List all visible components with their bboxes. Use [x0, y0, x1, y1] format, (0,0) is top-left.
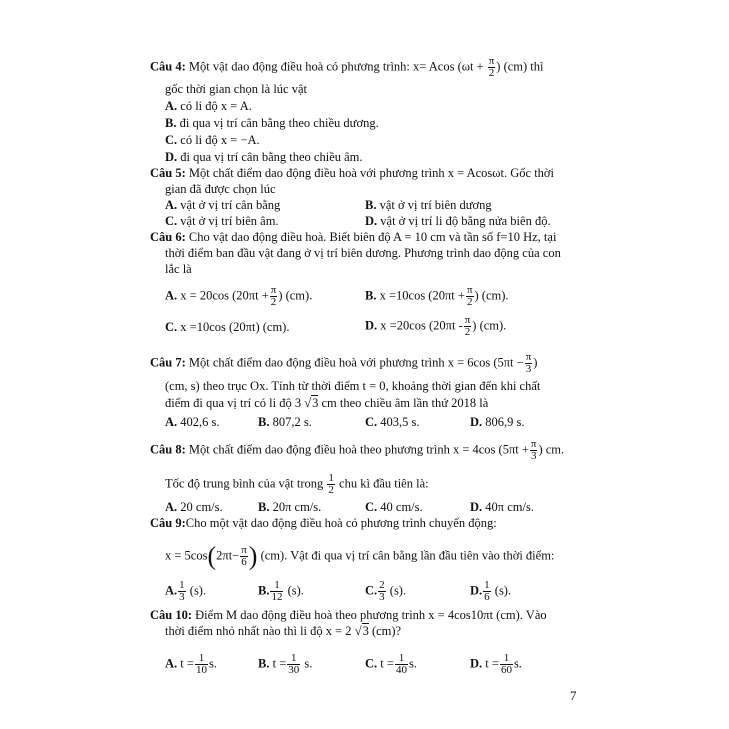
q10-option-c: C. t = $\frac{1}{40}$ s.	[365, 652, 417, 676]
q8-option-c: C. 40 cm/s.	[365, 500, 423, 514]
question-5: Câu 5: Một chất điểm dao động điều hoà với phương trình x = Acosωt. Gốc thời	[150, 166, 555, 180]
q7-option-d: D. 806,9 s.	[470, 415, 525, 429]
question-8: Câu 8: Một chất điểm dao động điều hoà theo phương trình x = 4cos (5πt + $\frac{\pi}{3}$ ) cm.	[150, 438, 565, 462]
q10-option-d: D. t = $\frac{1}{60}$ s.	[470, 652, 522, 676]
q5-option-d: D. vật ở vị trí li độ bằng nửa biên độ.	[365, 214, 551, 228]
q5-option-c: C. vật ở vị trí biên âm.	[165, 214, 279, 228]
q8-option-a: A. 20 cm/s.	[165, 500, 223, 514]
q4-fraction: $\frac{\pi}{2}$	[488, 55, 495, 79]
q4-option-d: D. đi qua vị trí cân bằng theo chiều âm.	[165, 150, 363, 164]
question-4: Câu 4: Một vật dao động điều hoà có phương trình: x= Acos (ωt + $\frac{\pi}{2}$ ) (cm) thì	[150, 55, 544, 79]
q6-line3: lắc là	[165, 262, 192, 276]
q5-line2: gian đã được chọn lúc	[165, 182, 276, 196]
q6a-fraction: $\frac{\pi}{2}$	[270, 284, 277, 308]
question-9: Câu 9:Cho một vật dao động điều hoà có phương trình chuyển động:	[150, 516, 497, 530]
q5-option-a: A. vật ở vị trí cân bằng	[165, 198, 281, 212]
q7-fraction: $\frac{\pi}{3}$	[525, 351, 532, 375]
q6d-fraction: $\frac{\pi}{2}$	[464, 314, 471, 338]
q4-option-a: A. có li độ x = A.	[165, 99, 252, 113]
q8-fraction: $\frac{\pi}{3}$	[530, 438, 537, 462]
q10-sqrt: √3	[354, 624, 369, 638]
q4-text: Một vật dao động điều hoà có phương trình: x= Acos (ωt +	[188, 59, 487, 74]
q6-option-b: B. x =10cos (20πt + $\frac{\pi}{2}$ ) (cm).	[365, 284, 509, 308]
q9-option-c: C. $\frac{2}{3}$ (s).	[365, 579, 407, 603]
question-6: Câu 6: Cho vật dao động điều hoà. Biết biên độ A = 10 cm và tần số f=10 Hz, tại	[150, 230, 557, 244]
q5-option-b: B. vật ở vị trí biên dương	[365, 198, 492, 212]
q9-option-b: B. $\frac{1}{12}$ (s).	[258, 579, 304, 603]
q7-option-b: B. 807,2 s.	[258, 415, 312, 429]
q8-line2: Tốc độ trung bình của vật trong $\frac{1}{2}$ chu kì đầu tiên là:	[165, 472, 429, 496]
q6b-fraction: $\frac{\pi}{2}$	[466, 284, 473, 308]
q6-line2: thời điểm ban đầu vật đang ở vị trí biên dương. Phương trình dao động của con	[165, 246, 561, 260]
q9-fraction: $\frac{\pi}{6}$	[241, 544, 247, 568]
q10-line2: thời điểm nhỏ nhất nào thì li độ x = 2 √3 (cm)?	[165, 624, 402, 638]
q8-option-b: B. 20π cm/s.	[258, 500, 322, 514]
q9-option-a: A. $\frac{1}{3}$ (s).	[165, 579, 207, 603]
q10-option-b: B. t = $\frac{1}{30}$ s.	[258, 652, 313, 676]
q7-line2: (cm, s) theo trục Ox. Tính từ thời điểm t = 0, khoảng thời gian đến khi chất	[165, 379, 541, 393]
q4-option-b: B. đi qua vị trí cân bằng theo chiều dương.	[165, 116, 379, 130]
q7-option-c: C. 403,5 s.	[365, 415, 420, 429]
q8-half-fraction: $\frac{1}{2}$	[328, 472, 334, 496]
question-7: Câu 7: Một chất điểm dao động điều hoà với phương trình x = 6cos (5πt − $\frac{\pi}{3}$ )	[150, 351, 538, 375]
q7-sqrt: √3	[304, 396, 319, 410]
q9-option-d: D. $\frac{1}{6}$ (s).	[470, 579, 512, 603]
q8-option-d: D. 40π cm/s.	[470, 500, 534, 514]
q4-line2: gốc thời gian chọn là lúc vật	[165, 82, 307, 96]
q9-equation: x = 5cos(2πt− $\frac{\pi}{6}$ ) (cm). Vật đi qua vị trí cân bằng lần đầu tiên vào thời điểm:	[165, 541, 555, 571]
q6-option-a: A. x = 20cos (20πt + $\frac{\pi}{2}$ ) (cm).	[165, 284, 313, 308]
q7-line3: điểm đi qua vị trí có li độ 3 √3 cm theo chiều âm lần thứ 2018 là	[165, 396, 489, 410]
q6-option-d: D. x =20cos (20πt - $\frac{\pi}{2}$ ) (cm).	[365, 314, 507, 338]
q10-option-a: A. t = $\frac{1}{10}$ s.	[165, 652, 217, 676]
q4-label: Câu 4:	[150, 59, 186, 74]
q4-option-c: C. có li độ x = −A.	[165, 133, 260, 147]
q7-option-a: A. 402,6 s.	[165, 415, 220, 429]
page-number: 7	[570, 688, 577, 703]
q6-option-c: C. x =10cos (20πt) (cm).	[165, 320, 290, 334]
question-10: Câu 10: Điểm M dao động điều hoà theo phương trình x = 4cos10πt (cm). Vào	[150, 608, 547, 622]
